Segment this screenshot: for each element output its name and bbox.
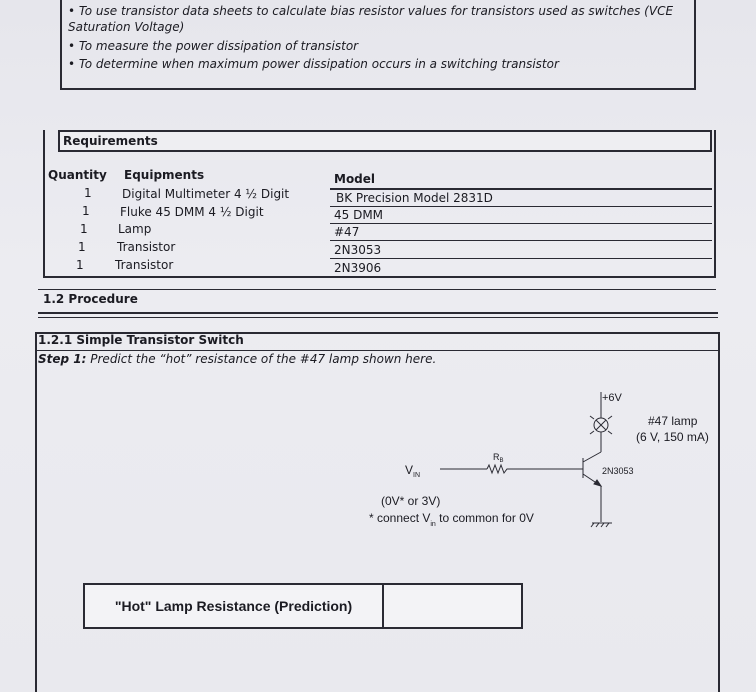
prediction-table	[83, 583, 523, 629]
procedure-title: 1.2 Procedure	[43, 292, 138, 306]
requirements-title: Requirements	[58, 130, 712, 152]
row-model: 45 DMM	[334, 208, 384, 222]
row-quantity: 1	[82, 204, 90, 218]
ground-icon	[591, 523, 612, 527]
row-quantity: 1	[76, 258, 84, 272]
row-quantity: 1	[80, 222, 88, 236]
transistor-icon	[583, 452, 601, 486]
quantity-header: Quantity	[48, 168, 107, 182]
objective-text: To measure the power dissipation of transistor	[78, 39, 359, 53]
lamp-icon	[590, 416, 612, 434]
row-quantity: 1	[78, 240, 86, 254]
objective-item: • To determine when maximum power dissipation occurs in a switching transistor	[68, 57, 559, 71]
step-label: Step 1:	[38, 352, 87, 366]
prediction-label: "Hot" Lamp Resistance (Prediction)	[85, 585, 384, 627]
row-equipment: Transistor	[115, 258, 174, 272]
resistor-label: $R_B$	[493, 452, 504, 464]
row-model: 2N3053	[334, 243, 382, 257]
row-equipment: Lamp	[118, 222, 152, 236]
row-model: BK Precision Model 2831D	[336, 191, 493, 205]
objective-item: • To measure the power dissipation of transistor	[68, 39, 359, 53]
row-equipment: Transistor	[117, 240, 176, 254]
section-title: 1.2.1 Simple Transistor Switch	[38, 333, 244, 347]
objective-text: To determine when maximum power dissipation occurs in a switching transistor	[78, 57, 559, 71]
lamp-label: #47 lamp	[648, 414, 698, 428]
resistor-icon	[487, 465, 510, 473]
objective-text: To use transistor data sheets to calculate bias resistor values for transistors used as switches (VCE	[78, 4, 674, 18]
row-equipment: Fluke 45 DMM 4 ½ Digit	[120, 205, 264, 219]
model-header: Model	[334, 172, 376, 186]
row-quantity: 1	[84, 186, 92, 200]
lamp-spec: (6 V, 150 mA)	[636, 430, 709, 444]
objective-text: Saturation Voltage)	[68, 20, 185, 34]
equipments-header: Equipments	[124, 168, 205, 182]
input-label: $V_{IN}$	[405, 463, 421, 479]
prediction-value-field[interactable]	[384, 585, 521, 627]
row-model: 2N3906	[334, 261, 382, 275]
row-model: #47	[334, 225, 360, 239]
objective-item: • To use transistor data sheets to calculate bias resistor values for transistors used as switches (VCE	[68, 4, 674, 18]
supply-label: +6V	[602, 392, 622, 404]
input-range: (0V* or 3V)	[381, 494, 441, 508]
input-note: * connect $V_{in}$ to common for 0V	[369, 511, 534, 528]
step-text: Predict the “hot” resistance of the #47 lamp shown here.	[90, 352, 437, 366]
row-equipment: Digital Multimeter 4 ½ Digit	[122, 187, 290, 201]
transistor-label: 2N3053	[602, 466, 634, 476]
